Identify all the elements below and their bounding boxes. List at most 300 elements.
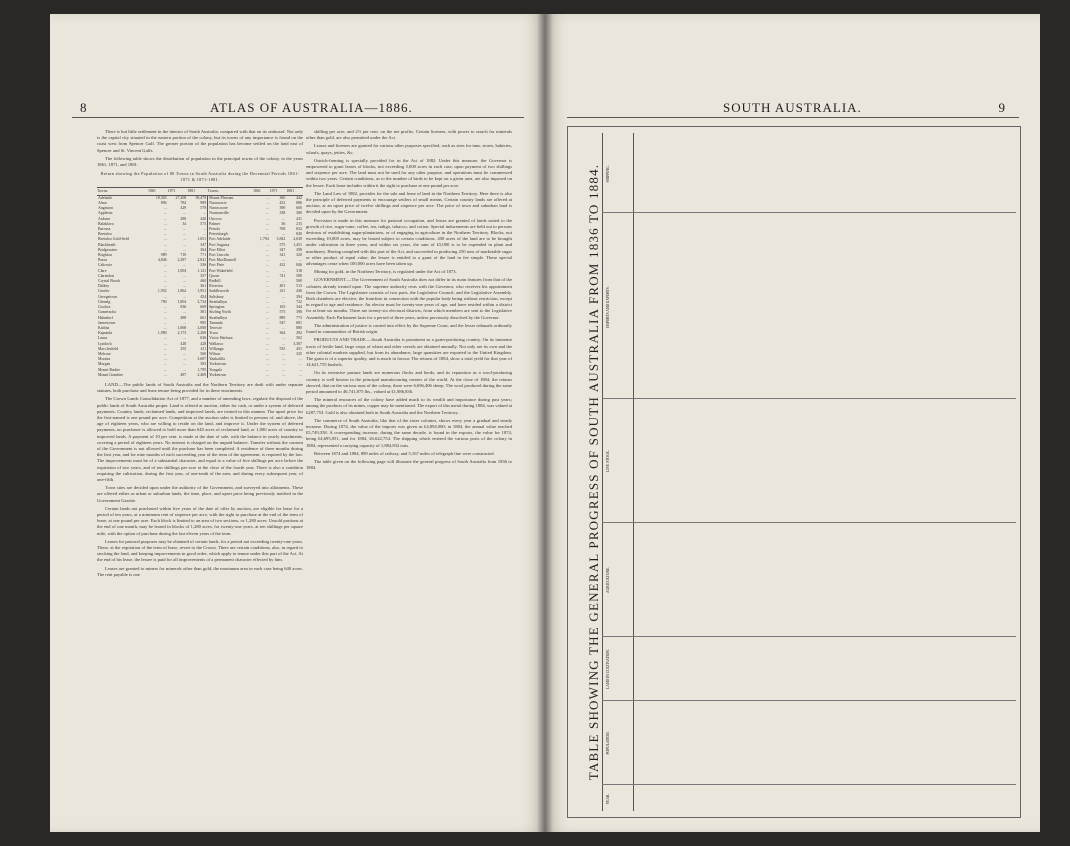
table-cell: ... <box>265 325 269 330</box>
table-cell: ... <box>265 362 269 367</box>
table-cell: ... <box>163 284 167 289</box>
table-cell: Balaklava <box>98 221 114 226</box>
table-cell: ... <box>282 294 286 299</box>
table-cell: 336 <box>200 263 207 268</box>
table-cell: 380 <box>296 211 302 216</box>
table-cell: 398 <box>296 247 302 252</box>
table-cell: Port Adelaide <box>208 237 253 242</box>
table-cell: ... <box>282 351 286 356</box>
paragraph: shilling per acre, and 2½ per cent. on the net profits. Certain licenses, with power to search for minerals other than gold, are also permitted under the Act. <box>306 129 512 141</box>
table-cell: ... <box>265 372 269 377</box>
table-cell: 513 <box>296 284 302 289</box>
table-cell: Kapunda <box>98 331 113 336</box>
table-cell: ... <box>163 232 167 237</box>
table-cell: Jamestown <box>98 320 116 325</box>
table-cell: Caltowie <box>98 263 113 268</box>
table-cell: 836 <box>180 305 187 310</box>
table-cell: 710 <box>180 253 187 258</box>
table-cell: Willunga <box>208 347 253 352</box>
column-divider <box>602 636 1016 637</box>
table-cell: ... <box>163 263 167 268</box>
table-cell: ... <box>265 227 269 232</box>
table-cell: ... <box>163 325 167 330</box>
table-cell: 773 <box>296 315 302 320</box>
table-cell: Angaston <box>98 206 113 211</box>
table-cell: ... <box>163 320 167 325</box>
table-cell: Quorn <box>208 274 253 279</box>
table-cell: Alma <box>98 201 107 206</box>
table-cell: 2,734 <box>197 299 207 304</box>
table-cell: ... <box>183 273 187 278</box>
table-cell: Port Wakefield <box>208 269 253 274</box>
table-cell: Georgetown <box>98 294 118 299</box>
table-cell: ... <box>183 237 187 242</box>
table-cell: ... <box>282 325 286 330</box>
table-cell: ... <box>265 206 269 211</box>
table-cell: ... <box>265 253 269 258</box>
table-cell: Port Pirie <box>208 263 253 268</box>
table-cell: 357 <box>200 273 207 278</box>
table-cell: ... <box>265 331 269 336</box>
table-cell: 560 <box>200 351 207 356</box>
table-cell: 989 <box>200 201 207 206</box>
table-cell: ... <box>265 279 269 284</box>
table-cell: ... <box>183 357 187 362</box>
table-cell: ... <box>183 279 187 284</box>
table-cell: ... <box>299 372 302 377</box>
table-cell: Orroroo <box>208 217 253 222</box>
table-cell: ... <box>163 305 167 310</box>
table-cell: ... <box>163 221 167 226</box>
table-cell: 661 <box>200 315 207 320</box>
table-cell: 547 <box>279 320 286 325</box>
table-cell: 292 <box>296 331 302 336</box>
running-title-right: SOUTH AUSTRALIA. <box>723 100 862 115</box>
table-cell: ... <box>163 279 167 284</box>
progress-table-body <box>636 133 1016 811</box>
table-cell: 768 <box>279 227 286 232</box>
table-cell: 364 <box>279 331 286 336</box>
column-group-population: POPULATION. <box>606 731 610 755</box>
table-cell: 442 <box>296 195 302 200</box>
table-cell: ... <box>265 284 269 289</box>
table-cell: ... <box>265 263 269 268</box>
table-cell: ... <box>183 242 187 247</box>
progress-table-rotated <box>568 127 1020 817</box>
table-cell: ... <box>163 357 167 362</box>
table-cell: ... <box>163 367 167 372</box>
table-cell: Moonta <box>98 357 111 362</box>
table-cell: 361 <box>200 284 207 289</box>
table-cell: ... <box>183 232 187 237</box>
table-cell: Beetaloo Gold-field <box>98 237 130 242</box>
table-cell: Yorketown <box>208 362 253 367</box>
table-cell: 880 <box>296 325 302 330</box>
table-cell: ... <box>183 247 187 252</box>
table-cell: ... <box>265 247 269 252</box>
column-divider <box>602 398 1016 399</box>
left-page <box>50 14 545 832</box>
table-cell: ... <box>183 336 187 341</box>
table-cell: Brighton <box>98 253 112 258</box>
progress-table-header <box>602 133 634 811</box>
paragraph: Town sites are decided upon under the authority of the Government, and surveyed into allotments. These are offered either as urban or suburban lands, the time, place, and upset price being previously notified in the Government Gazette. <box>97 485 303 503</box>
column-group-year: YEAR. <box>606 793 610 805</box>
table-cell: Glenelg <box>98 299 111 304</box>
table-cell: 989 <box>160 253 167 258</box>
table-cell: 347 <box>200 242 207 247</box>
table-cell: ... <box>265 211 269 216</box>
table-cell: 1,651 <box>197 237 207 242</box>
table-cell: ... <box>163 227 167 232</box>
table-cell: ... <box>265 258 269 263</box>
table-header-cell: 1881 <box>187 187 207 195</box>
table-cell: ... <box>163 362 167 367</box>
paragraph: The Crown Lands Consolidation Act of 1877, and a number of amending laws, regulate the disposal of the public lands of South Australia proper. Land is offered at auction, either for cash, or under a system of deferred payments. Country lands, reclaimed lands, and improved lands, are treated in this manner. The upset price for the first-named is one pound per acre. Competition at the auction sales is limited to persons of, and above, the age of eighteen years, who are willing to reside on the land, and improve it. Under the system of deferred payments, no purchaser is allowed to hold more than 640 acres of reclaimed land, or 1,000 acres of country or improved lands. A payment of 10 per cent. is made at the date of sale, with the balance in yearly instalments, covering a period of eighteen years. No interest is charged on the unpaid balance. Transfer without the consent of the Government is not allowed until the purchase has been completed. A residence of three months during the first year, and for nine months of each succeeding year of the term of the agreement, is required by the law. The improvements must be of a substantial character, and equal to a value of five shillings per acre before the expiration of two years, and of ten shillings per acre at the close of the fourth year. There is also a condition requiring the cultivation, during the first year, of one-tenth of the area, and during every subsequent year, of one-fifth. <box>97 396 303 482</box>
table-cell: 487 <box>180 372 187 377</box>
table-cell: ... <box>265 201 269 206</box>
table-cell: 681 <box>296 320 302 325</box>
table-cell: Bridgewater <box>98 247 118 252</box>
table-cell: 3,842 <box>276 237 286 242</box>
table-cell: Kadina <box>98 325 110 330</box>
table-cell: 1,004 <box>177 268 187 273</box>
table-cell: ... <box>163 315 167 320</box>
table-cell: ... <box>282 258 286 263</box>
header-rule <box>567 117 1019 118</box>
table-cell: ... <box>282 357 286 362</box>
book-spread <box>50 14 1040 832</box>
table-cell: Salisbury <box>208 295 253 300</box>
table-cell: 1,980 <box>157 331 167 336</box>
table-cell: Mount Barker <box>98 367 120 372</box>
column-divider <box>602 522 1016 523</box>
table-cell: 390 <box>279 206 286 211</box>
table-cell: ... <box>163 216 167 221</box>
table-cell: Burra <box>98 258 107 263</box>
table-cell: ... <box>265 320 269 325</box>
table-cell: ... <box>265 310 269 315</box>
table-cell: Gumeracha <box>98 310 116 315</box>
table-cell: 1,794 <box>259 237 269 242</box>
column-divider <box>602 700 1016 701</box>
paragraph: The commerce of South Australia, like that of the sister colonies, shows every year a gradual and steady increase. During 1874, the value of the imports was given as £4,894,000; in 1884, the annual value reached £5,749,358. A corresponding increase, during the same decade, is found in the exports, the value for 1874, being £4,695,051, and for 1884, £6,622,754. The shipping which entered the various ports of the colony in 1884, represented a carrying capacity of 1,884,832 tons. <box>306 417 512 448</box>
column-group-live-stock: LIVE STOCK. <box>606 450 610 472</box>
table-cell: ... <box>183 211 187 216</box>
table-cell: ... <box>203 232 207 237</box>
table-cell: ... <box>299 258 302 263</box>
table-cell: Barossa <box>98 227 111 232</box>
table-cell: 344 <box>296 305 302 310</box>
table-cell: ... <box>299 357 302 362</box>
table-cell: ... <box>163 341 167 346</box>
table-cell: Port Elliot <box>208 248 253 253</box>
table-cell: Yongala <box>208 368 253 373</box>
right-page <box>545 14 1040 832</box>
table-cell: ... <box>163 237 167 242</box>
table-cell: 27,208 <box>175 195 187 200</box>
table-cell: ... <box>163 206 167 211</box>
table-cell: Clarendon <box>98 273 115 278</box>
table-cell: ... <box>265 195 269 200</box>
table-cell: ... <box>265 268 269 273</box>
table-cell: ... <box>282 299 286 304</box>
table-cell: 846 <box>296 263 302 268</box>
table-header-cell: 1881 <box>286 187 303 195</box>
table-cell: ... <box>265 367 269 372</box>
table-cell: ... <box>183 227 187 232</box>
table-cell: Petersburgh <box>208 232 253 237</box>
table-cell: Crystal Brook <box>98 279 120 284</box>
table-cell: ... <box>183 362 187 367</box>
table-cell: Dalkey <box>98 284 110 289</box>
paragraph: Leases are granted to miners for minerals other than gold, the maximum area in each case being 640 acres. The rent payable is one <box>97 565 303 577</box>
table-cell: ... <box>282 367 286 372</box>
paragraph: Leases for pastoral purposes may be obtained of certain lands, for a period not exceeding twenty-one years. These, at the expiration of the term of lease, revert to the Crown. There are certain conditions, also, in regard to stocking the land, and keeping improvements in good order, which apply to tenure under this part of the Act. At the end of his lease, the lessee is paid for all improvements of a permanent character effected by him. <box>97 538 303 563</box>
towns-population-table <box>97 187 303 378</box>
table-cell: 2,173 <box>177 331 187 336</box>
table-cell: ... <box>265 216 269 221</box>
table-cell: ... <box>203 227 207 232</box>
table-cell: Yankalilla <box>208 357 253 362</box>
table-cell: 2,260 <box>197 331 207 336</box>
table-cell: 347 <box>279 247 286 252</box>
table-cell: Clare <box>98 268 107 273</box>
table-cell: 3,307 <box>293 341 302 346</box>
column-group-land: LAND IN CULTIVATION. <box>606 649 610 689</box>
paragraph: Leases and licenses are granted for various other purposes specified, such as sites for inns, stores, bakeries, wharfs, quays, jetties, &c. <box>306 143 512 155</box>
column-group-agriculture: AGRICULTURE. <box>606 567 610 593</box>
paragraph: There is but little settlement in the interior of South Australia, compared with that on its seaboard. Not only is the capital city situated in the eastern portion of the colony, but its towns of any importance is found on the coast west from Spencer Gulf. The greater portion of the population has become settled on the land east of Spencer and St. Vincent Gulfs. <box>97 129 303 153</box>
table-cell: 401 <box>279 284 286 289</box>
table-cell: ... <box>299 367 302 372</box>
table-cell: Naracoorte <box>208 201 253 206</box>
table-cell: ... <box>163 336 167 341</box>
table-cell: Riverton <box>208 284 253 289</box>
paragraph: The following table shows the distribution of population in the principal towns of the colony, in the years 1861, 1871, and 1881. <box>97 155 303 168</box>
table-cell: ... <box>163 211 167 216</box>
table-cell: 502 <box>296 336 302 341</box>
table-cell: Mount Gambier <box>98 372 123 377</box>
paragraph: Ostrich-farming is specially provided for in the Act of 1882. Under this measure, the Governor is empowered to grant leases of blocks, not exceeding 5,000 acres in each case, upon payment of two shillings and sixpence per acre. The land must not be used for any other purpose, and operations must be commenced within two years. Certain conditions, as to the number of birds to be kept on a given area, are also imposed on the lessee. Each lease includes within it the right to purchase at one pound per acre. <box>306 157 512 188</box>
table-header-cell: Towns. <box>97 187 148 195</box>
progress-table-title: TABLE SHOWING THE GENERAL PROGRESS OF SOUTH AUSTRALIA FROM 1836 TO 1884. <box>586 163 601 781</box>
table-cell: ... <box>282 336 286 341</box>
table-cell: 36 <box>281 221 286 226</box>
table-cell: 383 <box>200 362 207 367</box>
paragraph: On its extensive pasture lands are numerous flocks and herds, and its reputation as a wool-producing country is well known in the principal manufacturing centres of the world. At the close of 1884, the returns showed, that on the various runs of the colony, there were 6,696,406 sheep. The wool produced during the same period amounted to 46,741,875 lbs., valued at £1,886,836. <box>306 370 512 394</box>
table-cell: 432 <box>279 263 286 268</box>
table-cell: 436 <box>296 289 302 294</box>
table-cell: 2,638 <box>293 237 302 242</box>
table-cell: ... <box>163 242 167 247</box>
table-cell: 985 <box>200 320 207 325</box>
table-cell: 2,287 <box>177 258 187 263</box>
table-cell: ... <box>183 294 187 299</box>
running-title-left: ATLAS OF AUSTRALIA—1886. <box>210 100 413 115</box>
table-cell: 165 <box>279 305 286 310</box>
table-cell: 488 <box>180 315 187 320</box>
table-cell: 886 <box>296 201 302 206</box>
table-cell: Saddleworth <box>208 289 253 294</box>
table-cell: 575 <box>279 242 286 247</box>
table-cell: 575 <box>279 310 286 315</box>
table-cell: 2,008 <box>197 325 207 330</box>
table-cell: 34 <box>182 221 187 226</box>
paragraph: The mineral resources of the colony have added much to its wealth and importance during past years; among the products of its mines, copper may be mentioned. The export of this metal during 1884, was valued at £287,753. Gold is also obtained both in South Australia and the Northern Territory. <box>306 397 512 415</box>
table-cell: 722 <box>296 299 302 304</box>
table-cell: 215 <box>296 221 302 226</box>
table-cell: Auburn <box>98 216 110 221</box>
table-cell: Adelaide <box>98 195 113 200</box>
table-cell: 573 <box>200 221 207 226</box>
column-group-shipping: SHIPPING. <box>606 165 610 183</box>
table-cell: 452 <box>279 201 286 206</box>
table-cell: 394 <box>296 294 302 299</box>
table-cell: 318 <box>296 268 302 273</box>
table-cell: ... <box>183 367 187 372</box>
table-cell: Port Augusta <box>208 243 253 248</box>
column-divider <box>602 784 1016 785</box>
table-cell: 3,607 <box>197 357 207 362</box>
table-cell: 669 <box>200 305 207 310</box>
page-number-left: 8 <box>80 100 88 115</box>
table-cell: Normanville <box>208 211 253 216</box>
table-cell: ... <box>282 341 286 346</box>
table-cell: Springton <box>208 305 253 310</box>
table-cell: 360 <box>279 195 286 200</box>
table-cell: 338 <box>279 211 286 216</box>
table-cell: 784 <box>180 201 187 206</box>
table-cell: 535 <box>279 346 286 351</box>
table-row <box>97 373 303 378</box>
table-cell: 578 <box>200 206 207 211</box>
table-cell: 451 <box>296 346 302 351</box>
table-cell: 355 <box>180 346 187 351</box>
table-cell: 364 <box>200 247 207 252</box>
table-cell: ... <box>163 310 167 315</box>
table-cell: Wilson <box>208 352 253 357</box>
table-cell: 325 <box>296 351 302 356</box>
table-cell: Morgan <box>98 362 111 367</box>
paragraph: PRODUCTS AND TRADE.—South Australia is prominent as a grain-producing country. On its immense tracts of fertile land, large crops of wheat and other cereals are obtained annually. Not only are its own and the other colonial markets supplied, but from its abundance, large quantities are exported to the United Kingdom. The grain is of a superior quality, and is much in favour. The returns of 1884, show a total yield for that year of 14,621,755 bushels. <box>306 337 512 368</box>
table-cell: ... <box>265 289 269 294</box>
table-cell: ... <box>265 315 269 320</box>
table-cell: 741 <box>279 273 286 278</box>
table-cell: 896 <box>160 201 167 206</box>
table-cell: 580 <box>296 273 302 278</box>
table-cell: Blackheath <box>98 242 116 247</box>
table-cell: ... <box>282 232 286 237</box>
table-cell: 280 <box>180 216 187 221</box>
table-cell: Beetaloo <box>98 232 112 237</box>
left-column-2 <box>306 129 512 473</box>
table-cell: 840 <box>296 232 302 237</box>
table-cell: Narracoorte <box>208 206 253 211</box>
table-cell: Truro <box>208 331 253 336</box>
table-cell: ... <box>282 216 286 221</box>
table-cell: 420 <box>200 216 207 221</box>
table-cell: 398 <box>296 310 302 315</box>
table-header-cell: 1871 <box>270 187 287 195</box>
table-header-cell: 1861 <box>253 187 270 195</box>
table-cell: ... <box>282 268 286 273</box>
table-cell: ... <box>163 351 167 356</box>
table-cell: ... <box>163 268 167 273</box>
left-column-1 <box>97 129 303 580</box>
table-cell: ... <box>163 273 167 278</box>
page-number-right: 9 <box>998 100 1006 115</box>
table-header-cell: Towns. <box>208 187 253 195</box>
table-cell: Lyndoch <box>98 341 112 346</box>
table-cell: ... <box>183 310 187 315</box>
table-cell: 431 <box>296 216 302 221</box>
paragraph: Mining for gold, in the Northern Territory, is regulated under the Act of 1873. <box>314 269 457 275</box>
table-cell: Penola <box>208 227 253 232</box>
table-cell: ... <box>265 232 269 237</box>
table-cell: 1,862 <box>177 289 187 294</box>
table-cell: Palmer <box>208 222 253 227</box>
table-cell: Tanunda <box>208 321 253 326</box>
table-cell: 1,951 <box>197 289 207 294</box>
table-cell: 636 <box>200 336 207 341</box>
table-cell: 1,952 <box>157 289 167 294</box>
table-cell: 1,121 <box>197 268 207 273</box>
table-cell: ... <box>163 247 167 252</box>
table-cell: 38,479 <box>195 195 207 200</box>
table-cell: ... <box>265 242 269 247</box>
table-cell: 428 <box>200 341 207 346</box>
paragraph: The table given on the following page will illustrate the general progress of South Australia from 1836 to 1884. <box>306 458 512 471</box>
table-cell: ... <box>265 346 269 351</box>
table-cell: Mount Pleasant <box>208 195 253 201</box>
table-cell: Stirling North <box>208 310 253 315</box>
table-cell: ... <box>265 351 269 356</box>
table-cell: Port Lincoln <box>208 253 253 258</box>
header-rule <box>72 117 524 118</box>
table-cell: 790 <box>160 299 167 304</box>
column-group-trade: IMPORTS AND EXPORTS. <box>606 286 610 328</box>
book-gutter <box>537 14 553 832</box>
table-cell: Port MacDonnell <box>208 258 253 263</box>
table-cell: Melrose <box>98 351 111 356</box>
table-cell: ... <box>163 346 167 351</box>
table-cell: 341 <box>279 253 286 258</box>
table-cell: 411 <box>279 289 286 294</box>
paragraph: Provision is made in this measure for pastoral occupation, and leases are granted of lands suited to the growth of rice, sugar-cane, coffee, tea, indigo, tobacco, and cotton. Special inducements are held out to persons desirous of establishing sugar-plantations, or of engaging in agriculture in the Northern Territory. Blocks, not exceeding 10,000 acres, may be leased subject to certain conditions. 200 acres of the land are to be brought under cultivation in three years, and within six years, the sum of £5,000 is to be expended in plant and machinery. Having complied with this part of the Act, and succeeded in producing 250 tons of marketable sugar or other product of equal value, the lessee is entitled to a grant of the land in fee simple. These special advantages cease when 100,000 acres have been taken up. <box>306 217 512 267</box>
table-cell: ... <box>265 357 269 362</box>
table-cell: 500 <box>296 279 302 284</box>
table-cell: 1,451 <box>293 242 302 247</box>
table-heading: Return showing the Population of 80 Towns in South Australia during the Decennial Periods 1861-1871 & 1871-1881. <box>100 171 300 183</box>
table-cell: ... <box>265 341 269 346</box>
table-cell: ... <box>163 372 167 377</box>
column-divider <box>602 212 1016 213</box>
table-cell: Redhill <box>208 279 253 284</box>
paragraph: The Land Law of 1882, provides for the sale and lease of land in the Northern Territory. Here there is also the principle of deferred payments to encourage settlers of small means. Certain country lands are offered at auction, at an upset price of twelve shillings and sixpence per acre. The price of town and suburban land is decided upon by the Government. <box>306 190 512 215</box>
progress-table-frame <box>567 126 1021 818</box>
table-cell: 320 <box>296 253 302 258</box>
table-cell: 4,846 <box>157 258 167 263</box>
table-cell: 460 <box>200 279 207 284</box>
table-cell: 1,804 <box>177 299 187 304</box>
table-cell: ... <box>203 211 207 216</box>
table-cell: Laura <box>98 336 108 341</box>
paragraph: GOVERNMENT.—The Government of South Australia does not differ in its main features from that of the colonies already treated upon. The supreme authority rests with the Governor, who receives his appointment from the Crown. The Legislature consists of two parts, the Legislative Council, and the Legislative Assembly. Both chambers are elective, the franchise in connection with the popular body being without restriction, except in regard to age and residence. An elector must be twenty-one years of age, and have resided within a district for at least six months. There are twenty-six electoral districts, from which members are sent to the Legislative Assembly. Each Parliament lasts for a period of three years, unless previously dissolved by the Governor. <box>306 277 512 320</box>
table-cell: ... <box>265 305 269 310</box>
table-cell: Appleton <box>98 211 113 216</box>
table-cell: 411 <box>200 346 207 351</box>
